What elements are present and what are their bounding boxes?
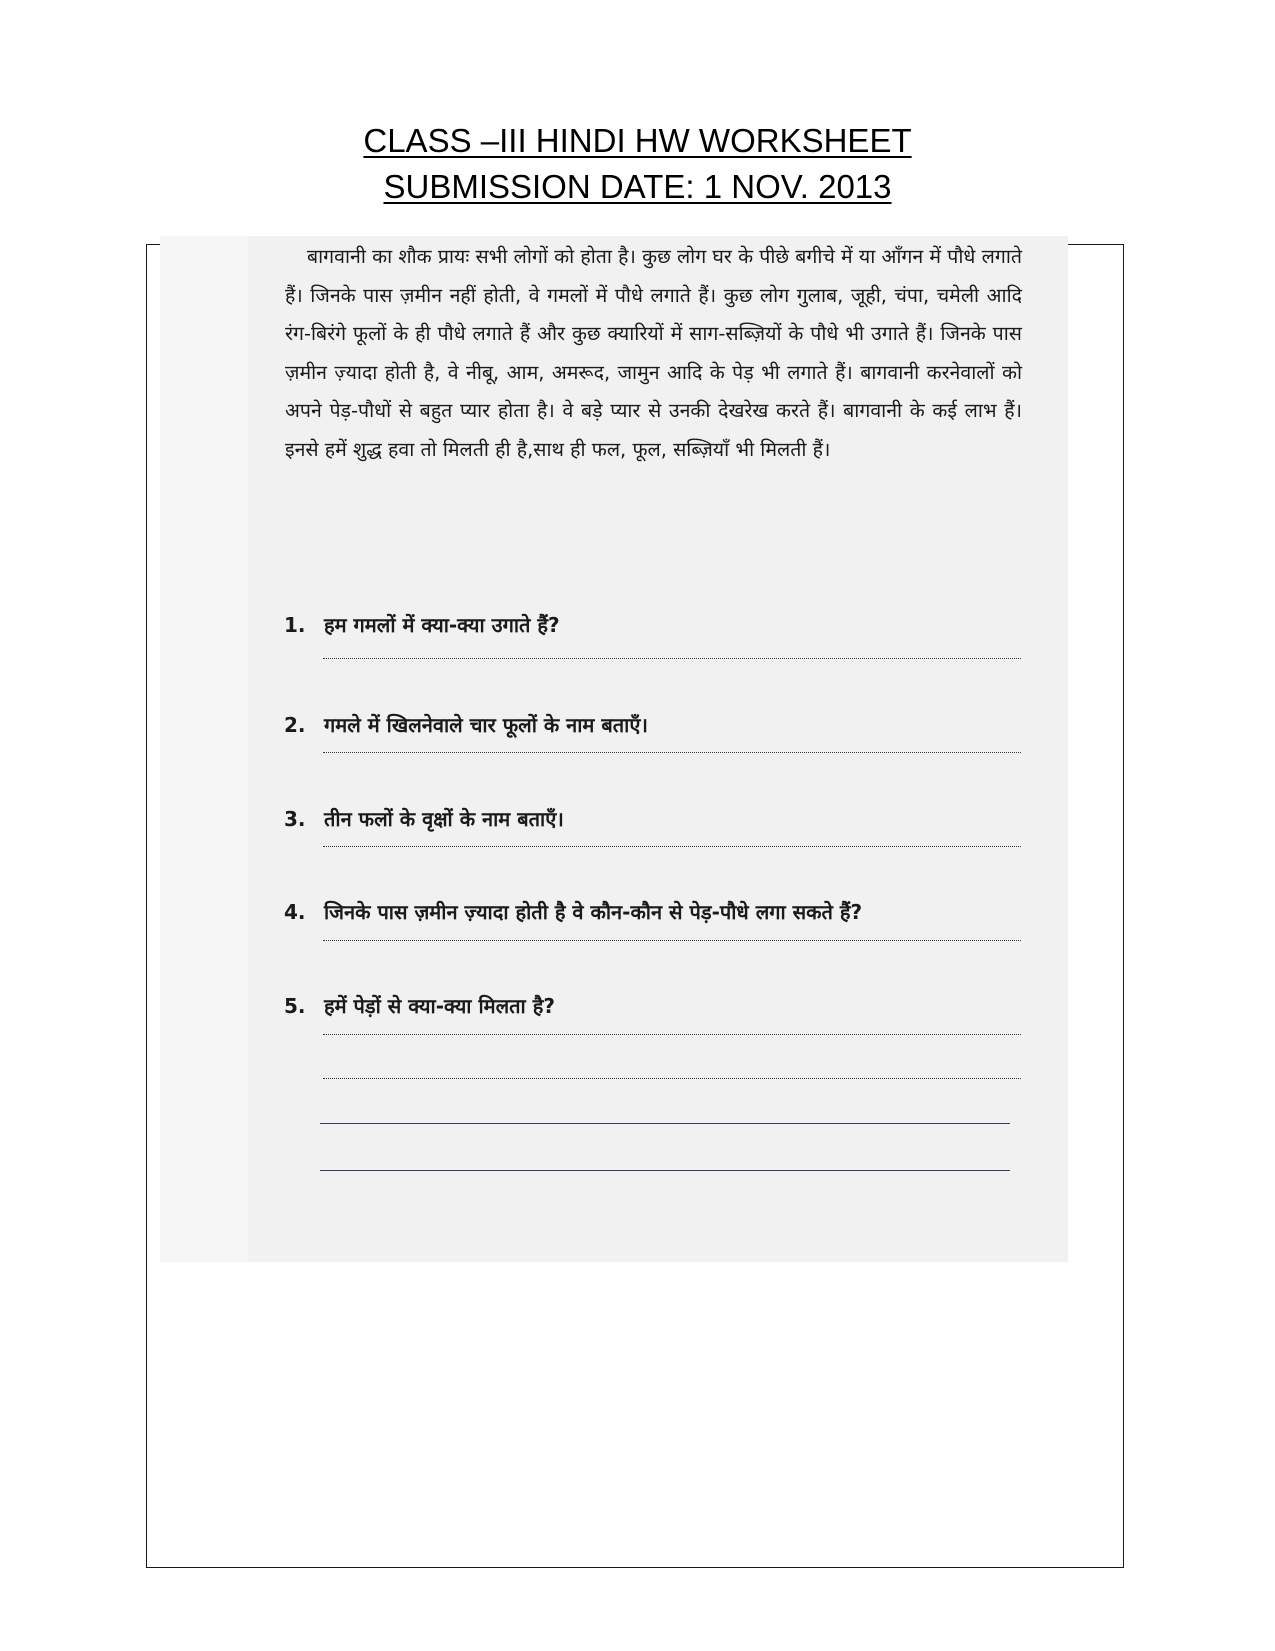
worksheet-title: CLASS –III HINDI HW WORKSHEET <box>363 122 912 159</box>
question-text: गमले में खिलनेवाले चार फूलों के नाम बताएँ। <box>324 713 648 737</box>
answer-line-1[interactable] <box>323 658 1021 659</box>
question-1 <box>284 611 560 638</box>
question-text: जिनके पास ज़मीन ज़्यादा होती है वे कौन-कौन से पेड़-पौधे लगा सकते हैं? <box>324 900 863 924</box>
answer-line-3[interactable] <box>323 846 1021 847</box>
question-number: 3. <box>284 807 306 831</box>
question-number: 2. <box>284 713 306 737</box>
question-number: 5. <box>284 994 306 1018</box>
scan-side-region <box>160 611 248 1171</box>
answer-line-5a[interactable] <box>323 1034 1021 1035</box>
question-number: 1. <box>284 613 306 637</box>
reading-passage: बागवानी का शौक प्रायः सभी लोगों को होता है। कुछ लोग घर के पीछे बगीचे में या आँगन में पौधे लगाते हैं। जिनके पास ज़मीन नहीं होती, वे गमलों में पौधे लगाते हैं। कुछ लोग गुलाब, जूही, चंपा, चमेली आदि रंग-बिरंगे फूलों के ही पौधे लगाते हैं और कुछ क्यारियों में साग-सब्ज़ियों के पौधे भी उगाते हैं। जिनके पास ज़मीन ज़्यादा होती है, वे नीबू, आम, अमरूद, जामुन आदि के पेड़ भी लगाते हैं। बागवानी करनेवालों को अपने पेड़-पौधों से बहुत प्यार होता है। वे बड़े प्यार से उनकी देखरेख करते हैं। बागवानी के कई लाभ हैं। इनसे हमें शुद्ध हवा तो मिलती ही है,साथ ही फल, फूल, सब्ज़ियाँ भी मिलती हैं। <box>285 245 1022 461</box>
submission-date: SUBMISSION DATE: 1 NOV. 2013 <box>383 168 892 205</box>
answer-line-5d[interactable] <box>320 1170 1010 1171</box>
question-5 <box>284 992 555 1019</box>
question-text: हमें पेड़ों से क्या-क्या मिलता है? <box>324 994 555 1018</box>
answer-line-2[interactable] <box>323 752 1021 753</box>
question-text: तीन फलों के वृक्षों के नाम बताएँ। <box>324 807 564 831</box>
answer-line-5b[interactable] <box>323 1078 1021 1079</box>
answer-line-5c[interactable] <box>320 1123 1010 1124</box>
question-4 <box>284 898 862 925</box>
question-3 <box>284 805 564 832</box>
worksheet-header <box>0 118 1275 210</box>
answer-line-4[interactable] <box>323 940 1021 941</box>
question-text: हम गमलों में क्या-क्या उगाते हैं? <box>324 613 560 637</box>
question-number: 4. <box>284 900 306 924</box>
question-2 <box>284 711 648 738</box>
